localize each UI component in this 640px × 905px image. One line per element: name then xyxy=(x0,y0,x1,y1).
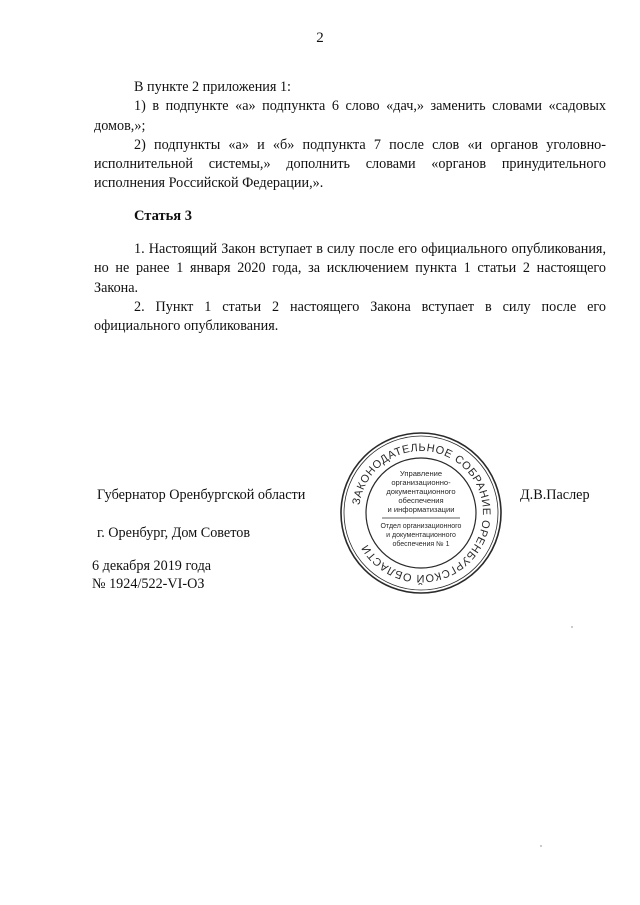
stamp-dept-line-1: Управление xyxy=(399,469,443,478)
article-heading: Статья 3 xyxy=(134,208,192,224)
stamp-dept-line-2: организационно- xyxy=(391,478,451,487)
amendment-item-2: 2) подпункты «а» и «б» подпункта 7 после слов «и органов уголовно-исполнительной системы,» дополнить словами «органов принудительного исполнения Российской Федерации,». xyxy=(94,136,606,192)
signatory-name: Д.В.Паслер xyxy=(520,487,590,503)
stamp-office-line-2: и документационного xyxy=(386,532,456,539)
stamp-ring-text: ЗАКОНОДАТЕЛЬНОЕ СОБРАНИЕ ОРЕНБУРГСКОЙ ОБЛАСТИ xyxy=(350,441,493,585)
date-block xyxy=(92,557,211,593)
stamp-dept-line-4: обеспечения xyxy=(398,496,444,505)
article-paragraph-1: 1. Настоящий Закон вступает в силу после его официального опубликования, но не ранее 1 января 2020 года, за исключением пункта 1 статьи 2 настоящего Закона. xyxy=(94,241,606,296)
law-number: № 1924/522-VI-ОЗ xyxy=(92,576,205,592)
page-number: 2 xyxy=(316,30,324,46)
official-stamp xyxy=(338,430,504,596)
amendment-intro: В пункте 2 приложения 1: xyxy=(134,79,291,95)
stamp-dept-line-5: и информатизации xyxy=(387,505,455,514)
stamp-dept-line-3: документационного xyxy=(386,487,456,496)
stamp-office-line-3: обеспечения № 1 xyxy=(392,541,450,548)
scan-speck xyxy=(571,626,573,628)
amendment-section xyxy=(94,78,606,194)
law-date: 6 декабря 2019 года xyxy=(92,558,212,574)
article-paragraph-2: 2. Пункт 1 статьи 2 настоящего Закона вступает в силу после его официального опубликования. xyxy=(94,298,606,335)
scan-speck xyxy=(540,845,542,847)
amendment-item-1: 1) в подпункте «а» подпункта 6 слово «дач,» заменить словами «садовых домов,»; xyxy=(94,98,606,134)
signing-place: г. Оренбург, Дом Советов xyxy=(97,525,251,541)
article-body xyxy=(94,240,606,336)
stamp-office-line-1: Отдел организационного xyxy=(380,523,462,530)
governor-title: Губернатор Оренбургской области xyxy=(97,487,306,503)
